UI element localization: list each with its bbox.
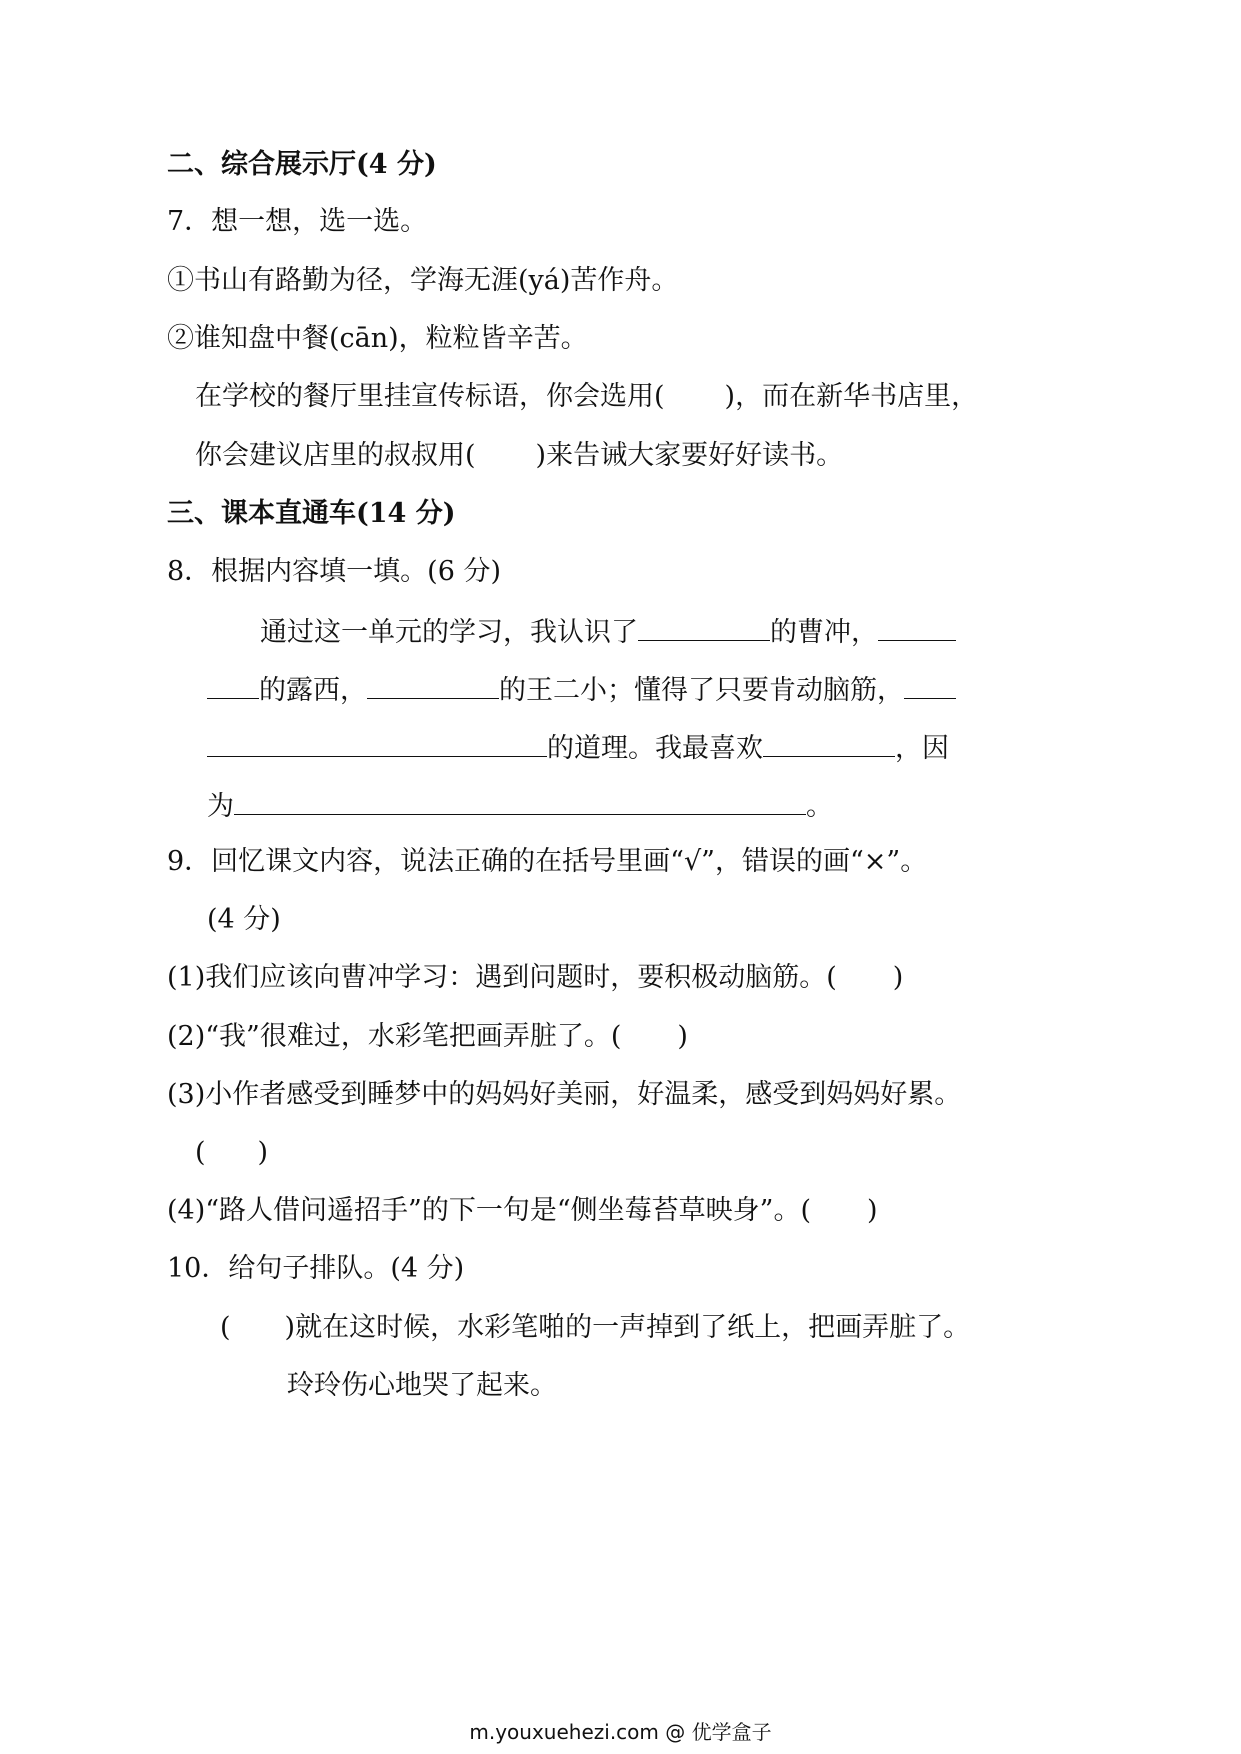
q10-s1-text: )就在这时候，水彩笔啪的一声掉到了纸上，把画弄脏了。: [284, 1312, 971, 1343]
q9-s2-text: (2)“我”很难过，水彩笔把画弄脏了。(: [167, 1021, 622, 1052]
page-footer-watermark: m.youxuehezi.com @ 优学盒子: [469, 1720, 772, 1744]
q8-blank-2b[interactable]: [207, 668, 259, 699]
q8-line-2: [207, 668, 956, 711]
q8-blank-4b[interactable]: [207, 726, 547, 757]
q10-sentence-1: [220, 1308, 970, 1348]
q7-text-line-1: [195, 377, 978, 417]
q7-text-1a: 在学校的餐厅里挂宣传标语，你会选用(: [195, 381, 665, 412]
q9-s4-close: ): [867, 1195, 878, 1226]
q9-statement-4: [167, 1191, 878, 1231]
q10-s1-open: (: [220, 1312, 231, 1343]
q8-l4a: 为: [207, 791, 234, 822]
q9-s4-text: (4)“路人借问遥招手”的下一句是“侧坐莓苔草映身”。(: [167, 1195, 811, 1226]
q10-sentence-1-cont: 玲玲伤心地哭了起来。: [287, 1370, 557, 1401]
q10-title: 10．给句子排队。(4 分): [167, 1253, 465, 1284]
q8-blank-5[interactable]: [763, 726, 895, 757]
q8-blank-4a[interactable]: [904, 668, 956, 699]
q8-blank-2a[interactable]: [878, 610, 956, 641]
q8-l1a: 通过这一单元的学习，我认识了: [260, 617, 638, 648]
q9-s3-open: (: [195, 1137, 206, 1168]
q8-blank-1[interactable]: [638, 610, 770, 641]
q8-line-1: [260, 610, 956, 653]
q7-text-1b: )，而在新华书店里，: [724, 381, 979, 412]
q9-statement-1: [167, 958, 903, 998]
q8-l3a: 的道理。我最喜欢: [547, 733, 763, 764]
q7-text-2b: )来告诫大家要好好读书。: [535, 440, 844, 471]
q7-text-line-2: [195, 436, 843, 476]
q9-s1-text: (1)我们应该向曹冲学习：遇到问题时，要积极动脑筋。(: [167, 962, 837, 993]
q8-blank-3[interactable]: [367, 668, 499, 699]
q7-text-2a: 你会建议店里的叔叔用(: [195, 440, 476, 471]
q8-l1b: 的曹冲，: [770, 617, 878, 648]
q7-title: 7．想一想，选一选。: [167, 206, 428, 237]
q9-statement-3: (3)小作者感受到睡梦中的妈妈好美丽，好温柔，感受到妈妈好累。: [167, 1079, 962, 1110]
q8-l2a: 的露西，: [259, 675, 367, 706]
q8-line-4: [207, 784, 833, 827]
q9-s1-close: ): [892, 962, 904, 993]
q9-statement-3-paren: [195, 1133, 268, 1173]
q9-s3-close: ): [257, 1137, 269, 1168]
section-2-heading: 二、综合展示厅(4 分): [167, 149, 437, 180]
q8-l4b: 。: [806, 791, 833, 822]
q7-option-1: ①书山有路勤为径，学海无涯(yá)苦作舟。: [167, 265, 679, 296]
q9-statement-2: [167, 1017, 688, 1057]
q8-blank-6[interactable]: [234, 784, 806, 815]
q9-score: (4 分): [207, 904, 281, 935]
q9-s2-close: ): [677, 1021, 688, 1052]
q8-l3b: ，因: [895, 733, 949, 764]
section-3-heading: 三、课本直通车(14 分): [167, 498, 456, 529]
q8-line-3: [207, 726, 949, 769]
q8-title: 8．根据内容填一填。(6 分): [167, 556, 502, 587]
q9-title: 9．回忆课文内容，说法正确的在括号里画“√”，错误的画“×”。: [167, 846, 928, 877]
q7-option-2: ②谁知盘中餐(cān)，粒粒皆辛苦。: [167, 323, 588, 354]
q8-l2b: 的王二小；懂得了只要肯动脑筋，: [499, 675, 904, 706]
